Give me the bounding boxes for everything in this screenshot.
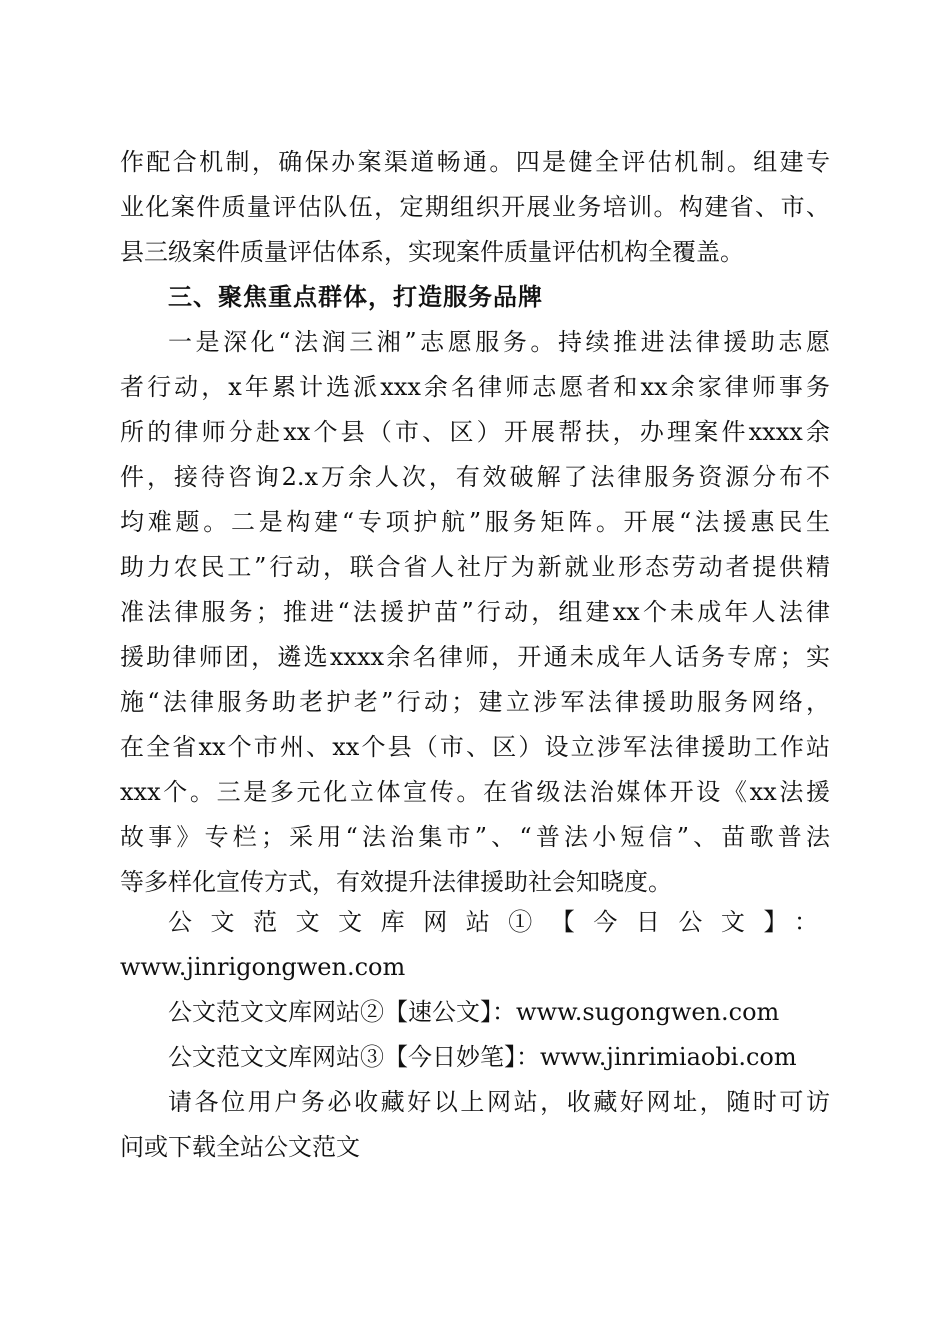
notice-line: 请各位用户务必收藏好以上网站，收藏好网址，随时可访 <box>168 1088 830 1116</box>
notice-line: 问或下载全站公文范文 <box>120 1133 360 1161</box>
paragraph-line: 等多样化宣传方式，有效提升法律援助社会知晓度。 <box>120 868 672 896</box>
section-heading: 三、聚焦重点群体，打造服务品牌 <box>168 283 543 311</box>
site-url-1[interactable]: www.jinrigongwen.com <box>120 953 406 981</box>
paragraph-line: 助力农民工”行动，联合省人社厅为新就业形态劳动者提供精 <box>120 553 830 581</box>
paragraph-line: 县三级案件质量评估体系，实现案件质量评估机构全覆盖。 <box>120 238 744 266</box>
paragraph-line: 援助律师团，遴选xxxx余名律师，开通未成年人话务专席；实 <box>120 643 830 671</box>
paragraph-line: 所的律师分赴xx个县（市、区）开展帮扶，办理案件xxxx余 <box>120 418 830 446</box>
paragraph-line: xxx个。三是多元化立体宣传。在省级法治媒体开设《xx法援 <box>120 778 830 806</box>
paragraph-line: 作配合机制，确保办案渠道畅通。四是健全评估机制。组建专 <box>120 148 830 176</box>
paragraph-line: 一是深化“法润三湘”志愿服务。持续推进法律援助志愿 <box>168 328 830 356</box>
paragraph-line: 故事》专栏；采用“法治集市”、“普法小短信”、苗歌普法 <box>120 823 830 851</box>
paragraph-line: 业化案件质量评估队伍，定期组织开展业务培训。构建省、市、 <box>120 193 830 221</box>
paragraph-line: 准法律服务；推进“法援护苗”行动，组建xx个未成年人法律 <box>120 598 830 626</box>
site-reference-1: 公文范文文库网站①【今日公文】： <box>168 908 830 936</box>
site-reference-3: 公文范文文库网站③【今日妙笔】：www.jinrimiaobi.com <box>168 1043 797 1071</box>
paragraph-line: 在全省xx个市州、xx个县（市、区）设立涉军法律援助工作站 <box>120 733 830 761</box>
paragraph-line: 施“法律服务助老护老”行动；建立涉军法律援助服务网络， <box>120 688 830 716</box>
site-reference-2: 公文范文文库网站②【速公文】：www.sugongwen.com <box>168 998 780 1026</box>
paragraph-line: 均难题。二是构建“专项护航”服务矩阵。开展“法援惠民生 <box>120 508 830 536</box>
paragraph-line: 件，接待咨询2.x万余人次，有效破解了法律服务资源分布不 <box>120 463 830 491</box>
paragraph-line: 者行动，x年累计选派xxx余名律师志愿者和xx余家律师事务 <box>120 373 830 401</box>
